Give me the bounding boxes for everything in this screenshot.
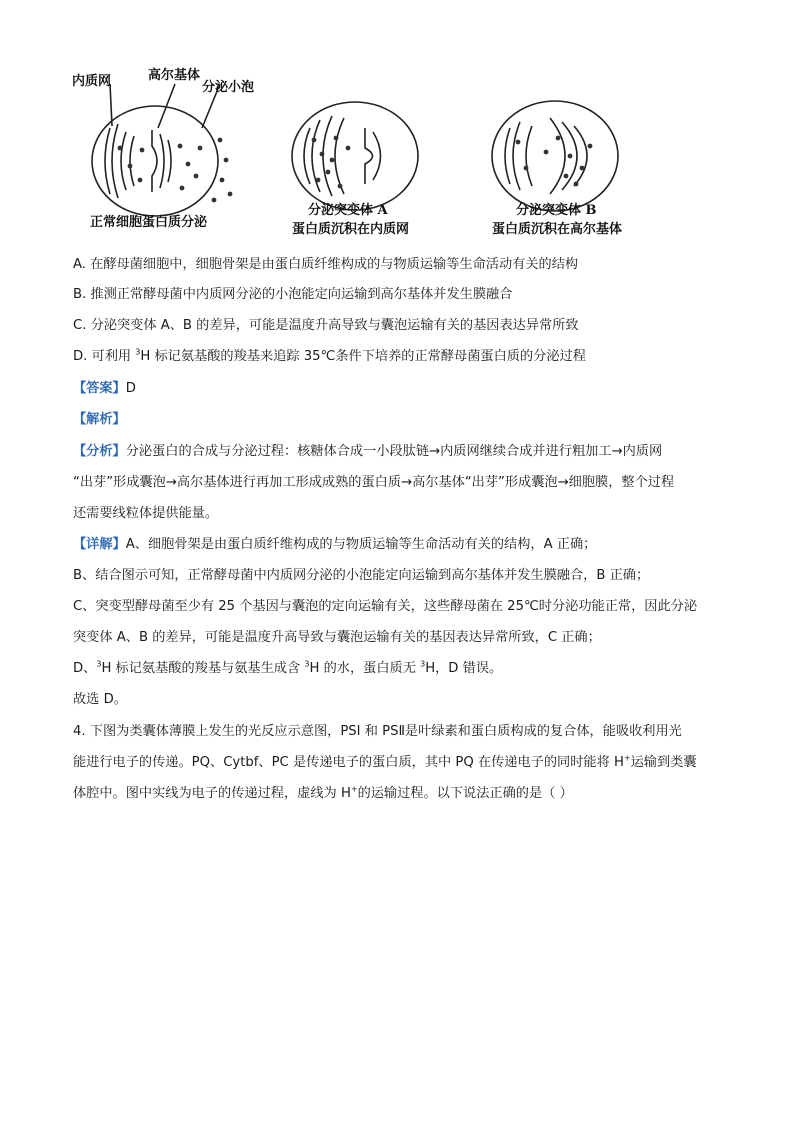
question4-line-3: 体腔中。图中实线为电子的传递过程，虚线为 H+的运输过程。以下说法正确的是（ ） — [73, 784, 573, 801]
normal-cell-er — [105, 124, 134, 198]
mutant-a-er — [304, 116, 344, 196]
golgi-label: 高尔基体 — [148, 68, 201, 83]
er-pointer — [110, 84, 112, 126]
mutant-b-caption-1: 分泌突变体 B — [516, 203, 597, 218]
cell-secretion-figure — [70, 68, 630, 240]
mutant-a-cell-membrane — [292, 102, 418, 210]
analysis-line-1: 【分析】分泌蛋白的合成与分泌过程：核糖体合成一小段肽链→内质网继续合成并进行粗加工→内质网 — [73, 444, 663, 459]
analysis-line-2: “出芽”形成囊泡→高尔基体进行再加工形成成熟的蛋白质→高尔基体“出芽”形成囊泡→细胞膜，整个过程 — [73, 475, 675, 490]
answer-tag: 【答案】 — [73, 381, 126, 396]
analysis-heading: 【解析】 — [73, 412, 126, 427]
detail-c-1: C、突变型酵母菌至少有 25 个基因与囊泡的定向运输有关，这些酵母菌在 25℃时分泌功能正常，因此分泌 — [73, 599, 698, 614]
vesicle-label: 分泌小泡 — [202, 80, 255, 95]
mutant-b-er — [505, 122, 532, 190]
question4-line-2: 能进行电子的传递。PQ、Cytbf、PC 是传递电子的蛋白质，其中 PQ 在传递电子的同时能将 H+运输到类囊 — [73, 753, 697, 770]
answer-value: D — [125, 381, 136, 396]
option-d: D. 可利用 $^3$H 标记氨基酸的羧基来追踪 35℃条件下培养的正常酵母菌蛋白质的分泌过程 — [73, 347, 586, 364]
detail-b: B、结合图示可知，正常酵母菌中内质网分泌的小泡能定向运输到高尔基体并发生膜融合，B 正确； — [73, 568, 650, 583]
normal-cell-membrane — [92, 106, 218, 216]
er-label: 内质网 — [72, 74, 112, 89]
normal-caption: 正常细胞蛋白质分泌 — [90, 215, 208, 230]
question4-line-1: 4. 下图为类囊体薄膜上发生的光反应示意图，PSI 和 PSⅡ是叶绿素和蛋白质构成的复合体，能吸收利用光 — [73, 724, 682, 739]
detail-conclusion: 故选 D。 — [73, 692, 127, 707]
analysis-line-3: 还需要线粒体提供能量。 — [73, 506, 219, 521]
mutant-b-caption-2: 蛋白质沉积在高尔基体 — [492, 222, 623, 237]
mutant-a-golgi — [365, 128, 381, 184]
detail-a: 【详解】A、细胞骨架是由蛋白质纤维构成的与物质运输等生命活动有关的结构，A 正确； — [73, 537, 597, 552]
detail-d: D、$^3$H 标记氨基酸的羧基与氨基生成含 $^3$H 的水，蛋白质无 $^3$H，D 错误。 — [73, 659, 503, 676]
normal-cell-golgi — [152, 130, 171, 192]
mutant-b-cell-membrane — [492, 101, 618, 211]
detail-c-2: 突变体 A、B 的差异，可能是温度升高导致与囊泡运输有关的基因表达异常所致，C 正确； — [73, 630, 601, 645]
option-a: A. 在酵母菌细胞中，细胞骨架是由蛋白质纤维构成的与物质运输等生命活动有关的结构 — [73, 257, 579, 272]
answer — [73, 380, 136, 398]
option-c: C. 分泌突变体 A、B 的差异，可能是温度升高导致与囊泡运输有关的基因表达异常所致 — [73, 318, 579, 333]
option-b: B. 推测正常酵母菌中内质网分泌的小泡能定向运输到高尔基体并发生膜融合 — [73, 287, 513, 302]
mutant-a-caption-2: 蛋白质沉积在内质网 — [292, 222, 410, 237]
mutant-a-caption-1: 分泌突变体 A — [308, 203, 388, 218]
